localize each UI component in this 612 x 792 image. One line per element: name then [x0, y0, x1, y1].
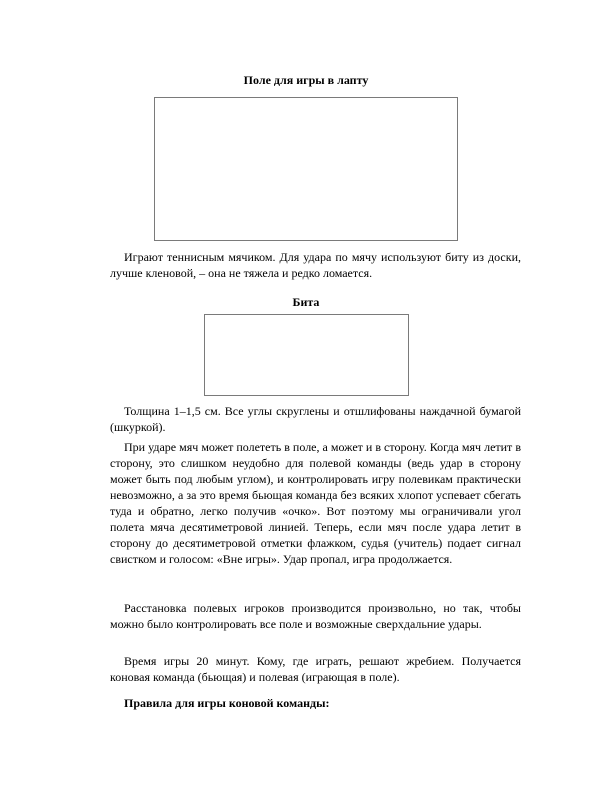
paragraph-hit: При ударе мяч может полететь в поле, а может и в сторону. Когда мяч летит в сторону, это слишком неудобно для полевой команды (ведь удар в сторону может быть под любым углом), и контролировать игру полевикам практически невозможно, а за это время бьющая команда без всяких хлопот успевает сбегать туда и обратно, легко получив «очко». Вот поэтому мы ограничивали угол полета мяча десятиметровой линией. Теперь, если мяч после удара летит в сторону до десятиметровой отметки флажком, судья (учитель) подает сигнал свистком и голосом: «Вне игры». Удар пропал, игра продолжается. [110, 440, 521, 566]
paragraph-time: Время игры 20 минут. Кому, где играть, решают жребием. Получается коновая команда (бьющая) и полевая (играющая в поле). [110, 654, 521, 684]
field-image-placeholder [154, 97, 458, 241]
field-title: Поле для игры в лапту [243, 73, 369, 87]
bat-title: Бита [292, 295, 320, 309]
paragraph-ball: Играют теннисным мячиком. Для удара по мячу используют биту из доски, лучше кленовой, – она не тяжела и редко ломается. [110, 250, 521, 280]
paragraph-thickness: Толщина 1–1,5 см. Все углы скруглены и отшлифованы наждачной бумагой (шкуркой). [110, 404, 521, 434]
rules-heading: Правила для игры коновой команды: [124, 696, 330, 710]
bat-image-placeholder [204, 314, 409, 396]
paragraph-placement: Расстановка полевых игроков производится произвольно, но так, чтобы можно было контролировать все поле и возможные сверхдальние удары. [110, 601, 521, 631]
